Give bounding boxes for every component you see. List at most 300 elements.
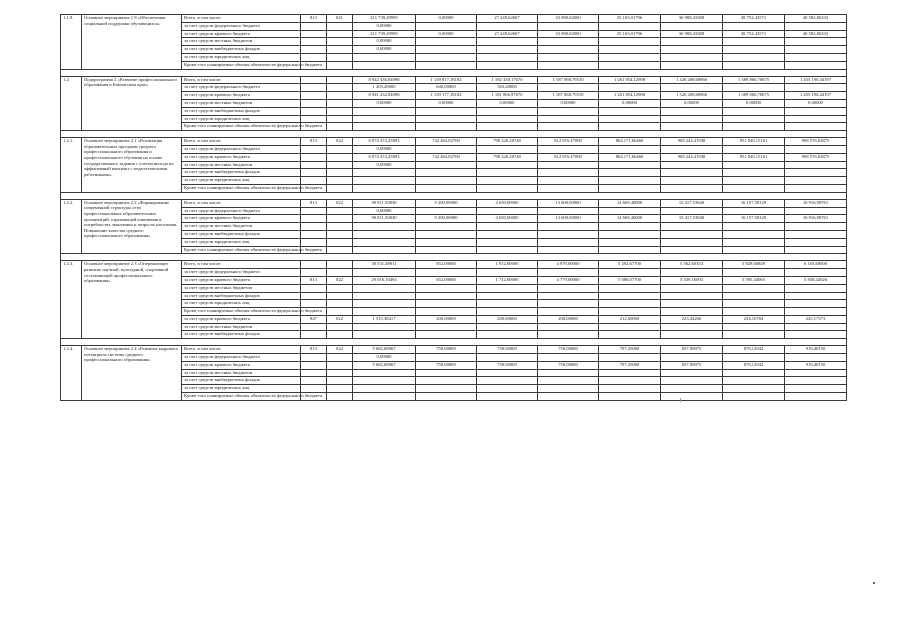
amount-cell [661, 238, 723, 246]
amount-cell [599, 377, 661, 385]
amount-cell [661, 331, 723, 339]
amount-cell [723, 377, 785, 385]
group-spacer [61, 339, 847, 346]
funding-source: за счет средств федерального бюджета [182, 354, 301, 362]
amount-cell: 852,00000 [416, 261, 477, 269]
amount-cell: 1 455 190,44197 [785, 92, 847, 100]
budget-code [327, 22, 353, 30]
table-row [61, 138, 847, 146]
amount-cell: 0,00000 [538, 99, 599, 107]
amount-cell [477, 169, 538, 177]
funding-source: за счет средств внебюджетных фондов [182, 331, 301, 339]
amount-cell [416, 246, 477, 254]
group-spacer [61, 192, 847, 199]
amount-cell [599, 385, 661, 393]
budget-code [301, 323, 327, 331]
amount-cell [661, 145, 723, 153]
group-spacer [61, 69, 847, 76]
amount-cell: 0,00000 [353, 99, 416, 107]
amount-cell: 5 339,16093 [661, 276, 723, 284]
amount-cell: 1 187 068,79510 [538, 76, 599, 84]
amount-cell [477, 53, 538, 61]
amount-cell [661, 115, 723, 123]
amount-cell [353, 284, 416, 292]
amount-cell [538, 377, 599, 385]
amount-cell [599, 354, 661, 362]
budget-code [327, 377, 353, 385]
amount-cell [353, 169, 416, 177]
item-name: Основное мероприятие 2.1 «Реализация образовательных программ среднего профессионального образования и профессионального обучения на основе государственного задания с учетом выхода на эффективный контракт с педагогическими работниками» [82, 138, 182, 193]
budget-code [327, 354, 353, 362]
amount-cell [416, 308, 477, 316]
funding-source: Всего, в том числе: [182, 76, 301, 84]
amount-cell [477, 284, 538, 292]
amount-cell: 0,00000 [353, 38, 416, 46]
amount-cell [538, 269, 599, 277]
amount-cell [538, 61, 599, 69]
funding-source: за счет средств юридических лиц [182, 115, 301, 123]
amount-cell [599, 61, 661, 69]
budget-code [301, 284, 327, 292]
amount-cell: 5 562,60353 [661, 261, 723, 269]
amount-cell [599, 284, 661, 292]
budget-code [327, 331, 353, 339]
funding-source: за счет средств местных бюджетов [182, 323, 301, 331]
amount-cell [785, 107, 847, 115]
amount-cell [538, 38, 599, 46]
amount-cell: 14 669,40000 [599, 215, 661, 223]
budget-code [301, 22, 327, 30]
amount-cell [599, 169, 661, 177]
amount-cell: 29 016,10494 [353, 276, 416, 284]
amount-cell [538, 354, 599, 362]
amount-cell [416, 161, 477, 169]
amount-cell [477, 223, 538, 231]
amount-cell [723, 38, 785, 46]
budget-code [327, 92, 353, 100]
table-row [61, 261, 847, 269]
budget-code [301, 385, 327, 393]
amount-cell [477, 46, 538, 54]
budget-code [301, 161, 327, 169]
amount-cell [477, 385, 538, 393]
item-code: 1.2.4. [61, 346, 82, 401]
amount-cell [599, 292, 661, 300]
amount-cell: 4 650,00000 [477, 199, 538, 207]
amount-cell [599, 84, 661, 92]
funding-source: Всего, в том числе: [182, 199, 301, 207]
amount-cell [723, 177, 785, 185]
budget-code [327, 153, 353, 161]
amount-cell: 652,00000 [416, 276, 477, 284]
budget-code [327, 46, 353, 54]
amount-cell [661, 161, 723, 169]
amount-cell [785, 308, 847, 316]
amount-cell [785, 123, 847, 131]
amount-cell [538, 145, 599, 153]
amount-cell: 1 389 866,70675 [723, 76, 785, 84]
amount-cell [599, 223, 661, 231]
amount-cell [416, 238, 477, 246]
amount-cell [661, 246, 723, 254]
amount-cell [416, 354, 477, 362]
amount-cell [416, 169, 477, 177]
amount-cell [599, 308, 661, 316]
spacer-cell [61, 192, 847, 199]
amount-cell [661, 393, 723, 401]
amount-cell [538, 223, 599, 231]
budget-code [327, 238, 353, 246]
funding-source: за счет средств внебюджетных фондов [182, 377, 301, 385]
amount-cell: 750,00000 [477, 361, 538, 369]
budget-code [301, 38, 327, 46]
amount-cell: 211 739,29995 [353, 15, 416, 23]
amount-cell [353, 223, 416, 231]
funding-source: Всего, в том числе: [182, 261, 301, 269]
budget-code [301, 269, 327, 277]
amount-cell [538, 184, 599, 192]
funding-source: за счет средств краевого бюджета [182, 315, 301, 323]
amount-cell: 0,00000 [416, 99, 477, 107]
amount-cell [785, 161, 847, 169]
amount-cell [785, 393, 847, 401]
budget-code: 847 [301, 315, 327, 323]
amount-cell: 864 171,66460 [599, 153, 661, 161]
amount-cell [785, 22, 847, 30]
amount-cell [477, 22, 538, 30]
funding-source: Всего, в том числе: [182, 15, 301, 23]
amount-cell: 16 157,58129 [723, 215, 785, 223]
amount-cell [477, 393, 538, 401]
amount-cell [785, 61, 847, 69]
amount-cell: 812 955,47000 [538, 153, 599, 161]
budget-code [301, 223, 327, 231]
budget-code [327, 30, 353, 38]
budget-code [327, 393, 353, 401]
budget-code [327, 385, 353, 393]
amount-cell [416, 61, 477, 69]
amount-cell [661, 308, 723, 316]
amount-cell [353, 323, 416, 331]
budget-code [327, 207, 353, 215]
amount-cell: 750,00000 [477, 346, 538, 354]
amount-cell [599, 184, 661, 192]
amount-cell [477, 292, 538, 300]
funding-source: за счет средств краевого бюджета [182, 92, 301, 100]
budget-code [327, 284, 353, 292]
amount-cell [599, 207, 661, 215]
amount-cell: 1 712,00000 [477, 276, 538, 284]
amount-cell [723, 169, 785, 177]
amount-cell [723, 115, 785, 123]
amount-cell [477, 246, 538, 254]
amount-cell: 4 979,00000 [538, 261, 599, 269]
table-row [61, 199, 847, 207]
amount-cell [661, 84, 723, 92]
amount-cell: 0,00000 [353, 354, 416, 362]
budget-code [327, 184, 353, 192]
amount-cell: 1 912,00000 [477, 261, 538, 269]
amount-cell [416, 269, 477, 277]
amount-cell [538, 46, 599, 54]
amount-cell [661, 300, 723, 308]
budget-code [327, 323, 353, 331]
amount-cell: 200,00000 [416, 315, 477, 323]
amount-cell: 36 908,43388 [661, 30, 723, 38]
funding-source: Всего, в том числе: [182, 138, 301, 146]
budget-code [301, 230, 327, 238]
amount-cell [477, 161, 538, 169]
item-name: Основное мероприятие 2.3 «Опережающее развитие научной, культурной, спортивной составляющей профессионального образования» [82, 261, 182, 339]
amount-cell [661, 269, 723, 277]
amount-cell [661, 292, 723, 300]
amount-cell [661, 284, 723, 292]
item-code: 1.2.1. [61, 138, 82, 193]
amount-cell [538, 292, 599, 300]
amount-cell: 0,00000 [785, 99, 847, 107]
amount-cell [538, 230, 599, 238]
amount-cell: 9 200,00000 [416, 215, 477, 223]
amount-cell [416, 223, 477, 231]
budget-code [301, 107, 327, 115]
amount-cell: 951 840,15161 [723, 153, 785, 161]
amount-cell: 0,00000 [353, 46, 416, 54]
amount-cell: 5 858,42626 [785, 276, 847, 284]
amount-cell [599, 230, 661, 238]
funding-source: за счет средств краевого бюджета [182, 361, 301, 369]
amount-cell: 1 203,20000 [353, 84, 416, 92]
amount-cell: 919,40150 [785, 361, 847, 369]
amount-cell: 1 187 068,79510 [538, 92, 599, 100]
amount-cell [723, 161, 785, 169]
budget-code: 022 [327, 138, 353, 146]
amount-cell [723, 284, 785, 292]
amount-cell [538, 115, 599, 123]
amount-cell [538, 323, 599, 331]
budget-code [301, 153, 327, 161]
amount-cell: 6 074 472,45892 [353, 153, 416, 161]
scan-speck [873, 582, 875, 584]
amount-cell: 14 669,40000 [599, 199, 661, 207]
budget-code [301, 30, 327, 38]
table-row [61, 346, 847, 354]
item-code: 1.2. [61, 76, 82, 131]
amount-cell [538, 107, 599, 115]
amount-cell [785, 300, 847, 308]
budget-code [327, 177, 353, 185]
budget-code [301, 92, 327, 100]
amount-cell: 16 916,98761 [785, 215, 847, 223]
amount-cell [416, 22, 477, 30]
funding-source: Кроме того планируемые объемы обязательств федерального бюджета [182, 61, 301, 69]
amount-cell [723, 354, 785, 362]
amount-cell [416, 369, 477, 377]
amount-cell [723, 385, 785, 393]
budget-code [327, 169, 353, 177]
budget-code: 022 [327, 315, 353, 323]
amount-cell [723, 123, 785, 131]
amount-cell [599, 53, 661, 61]
amount-cell [661, 184, 723, 192]
amount-cell [353, 369, 416, 377]
amount-cell [785, 323, 847, 331]
amount-cell [723, 145, 785, 153]
amount-cell [599, 238, 661, 246]
amount-cell [785, 246, 847, 254]
amount-cell: 9 200,00000 [416, 199, 477, 207]
amount-cell [723, 246, 785, 254]
budget-code [301, 99, 327, 107]
amount-cell [723, 292, 785, 300]
amount-cell: 640,00000 [416, 84, 477, 92]
amount-cell [416, 107, 477, 115]
amount-cell: 1 455 190,44197 [785, 76, 847, 84]
amount-cell: 38 752,43571 [723, 15, 785, 23]
item-code: 1.2.2. [61, 199, 82, 254]
amount-cell [785, 369, 847, 377]
amount-cell [353, 53, 416, 61]
amount-cell: 200,00000 [538, 315, 599, 323]
budget-table [60, 14, 847, 401]
funding-source: Кроме того планируемые объемы обязательств федерального бюджета [182, 393, 301, 401]
amount-cell: 33 080,02000 [538, 30, 599, 38]
amount-cell [538, 284, 599, 292]
budget-code [301, 53, 327, 61]
amount-cell [477, 61, 538, 69]
funding-source: за счет средств краевого бюджета [182, 276, 301, 284]
budget-code [327, 223, 353, 231]
amount-cell: 798 220,28748 [477, 138, 538, 146]
amount-cell [477, 269, 538, 277]
budget-code [327, 261, 353, 269]
amount-cell: 0,00000 [353, 207, 416, 215]
amount-cell [723, 61, 785, 69]
amount-cell: 245,17373 [785, 315, 847, 323]
amount-cell [538, 246, 599, 254]
amount-cell [477, 238, 538, 246]
budget-code [301, 207, 327, 215]
spacer-cell [61, 339, 847, 346]
funding-source: за счет средств внебюджетных фондов [182, 46, 301, 54]
amount-cell [723, 22, 785, 30]
budget-code: 813 [301, 199, 327, 207]
funding-source: за счет средств внебюджетных фондов [182, 169, 301, 177]
budget-code [327, 369, 353, 377]
funding-source: за счет средств федерального бюджета [182, 22, 301, 30]
amount-cell [723, 223, 785, 231]
amount-cell [661, 354, 723, 362]
amount-cell [599, 300, 661, 308]
amount-cell [661, 223, 723, 231]
funding-source: Всего, в том числе: [182, 346, 301, 354]
amount-cell: 951 840,15161 [723, 138, 785, 146]
amount-cell: 16 157,58129 [723, 199, 785, 207]
amount-cell [477, 115, 538, 123]
amount-cell [538, 123, 599, 131]
amount-cell [416, 393, 477, 401]
amount-cell [723, 84, 785, 92]
amount-cell [416, 292, 477, 300]
amount-cell: 812 955,47000 [538, 138, 599, 146]
amount-cell [723, 323, 785, 331]
amount-cell [416, 230, 477, 238]
funding-source: за счет средств юридических лиц [182, 300, 301, 308]
amount-cell [785, 354, 847, 362]
amount-cell [353, 238, 416, 246]
amount-cell: 996 576,63875 [785, 153, 847, 161]
budget-code [301, 84, 327, 92]
amount-cell [785, 292, 847, 300]
amount-cell [416, 46, 477, 54]
funding-source: за счет средств местных бюджетов [182, 38, 301, 46]
amount-cell: 15 417,53940 [661, 199, 723, 207]
amount-cell: 1 182 430,17670 [477, 76, 538, 84]
amount-cell: 1 515,38417 [353, 315, 416, 323]
amount-cell [477, 123, 538, 131]
amount-cell [353, 377, 416, 385]
amount-cell [477, 207, 538, 215]
amount-cell [538, 53, 599, 61]
amount-cell [785, 145, 847, 153]
amount-cell [785, 269, 847, 277]
amount-cell [785, 377, 847, 385]
amount-cell [538, 393, 599, 401]
budget-code [327, 292, 353, 300]
amount-cell: 1 326 208,68966 [661, 92, 723, 100]
amount-cell [599, 46, 661, 54]
amount-cell [599, 38, 661, 46]
amount-cell: 0,00000 [723, 99, 785, 107]
amount-cell [661, 207, 723, 215]
budget-code [301, 354, 327, 362]
spacer-cell [61, 131, 847, 138]
amount-cell [723, 300, 785, 308]
funding-source: Кроме того планируемые объемы обязательств федерального бюджета [182, 184, 301, 192]
amount-cell [416, 300, 477, 308]
amount-cell [785, 46, 847, 54]
group-spacer [61, 254, 847, 261]
funding-source: за счет средств федерального бюджета [182, 207, 301, 215]
funding-source: за счет средств внебюджетных фондов [182, 107, 301, 115]
amount-cell: 750,00000 [538, 361, 599, 369]
item-name: Подпрограмма 2 «Развитие профессионального образования в Камчатском крае» [82, 76, 182, 131]
funding-source: Кроме того планируемые объемы обязательств федерального бюджета [182, 308, 301, 316]
amount-cell: 13 600,00000 [538, 215, 599, 223]
amount-cell: 27 249,62607 [477, 15, 538, 23]
amount-cell [723, 331, 785, 339]
spacer-cell [61, 69, 847, 76]
funding-source: за счет средств местных бюджетов [182, 99, 301, 107]
amount-cell [661, 377, 723, 385]
amount-cell [416, 184, 477, 192]
amount-cell [723, 107, 785, 115]
amount-cell [538, 207, 599, 215]
budget-code [301, 215, 327, 223]
budget-code [327, 308, 353, 316]
amount-cell: 30 531,48911 [353, 261, 416, 269]
group-spacer [61, 131, 847, 138]
funding-source: за счет средств федерального бюджета [182, 84, 301, 92]
amount-cell: 864 171,66460 [599, 138, 661, 146]
amount-cell: 1 261 854,12908 [599, 92, 661, 100]
amount-cell: 0,00000 [416, 15, 477, 23]
amount-cell [661, 230, 723, 238]
budget-code [327, 107, 353, 115]
amount-cell: 212,60000 [599, 315, 661, 323]
funding-source: за счет средств федерального бюджета [182, 145, 301, 153]
amount-cell [723, 393, 785, 401]
amount-cell: 90 811,50830 [353, 199, 416, 207]
